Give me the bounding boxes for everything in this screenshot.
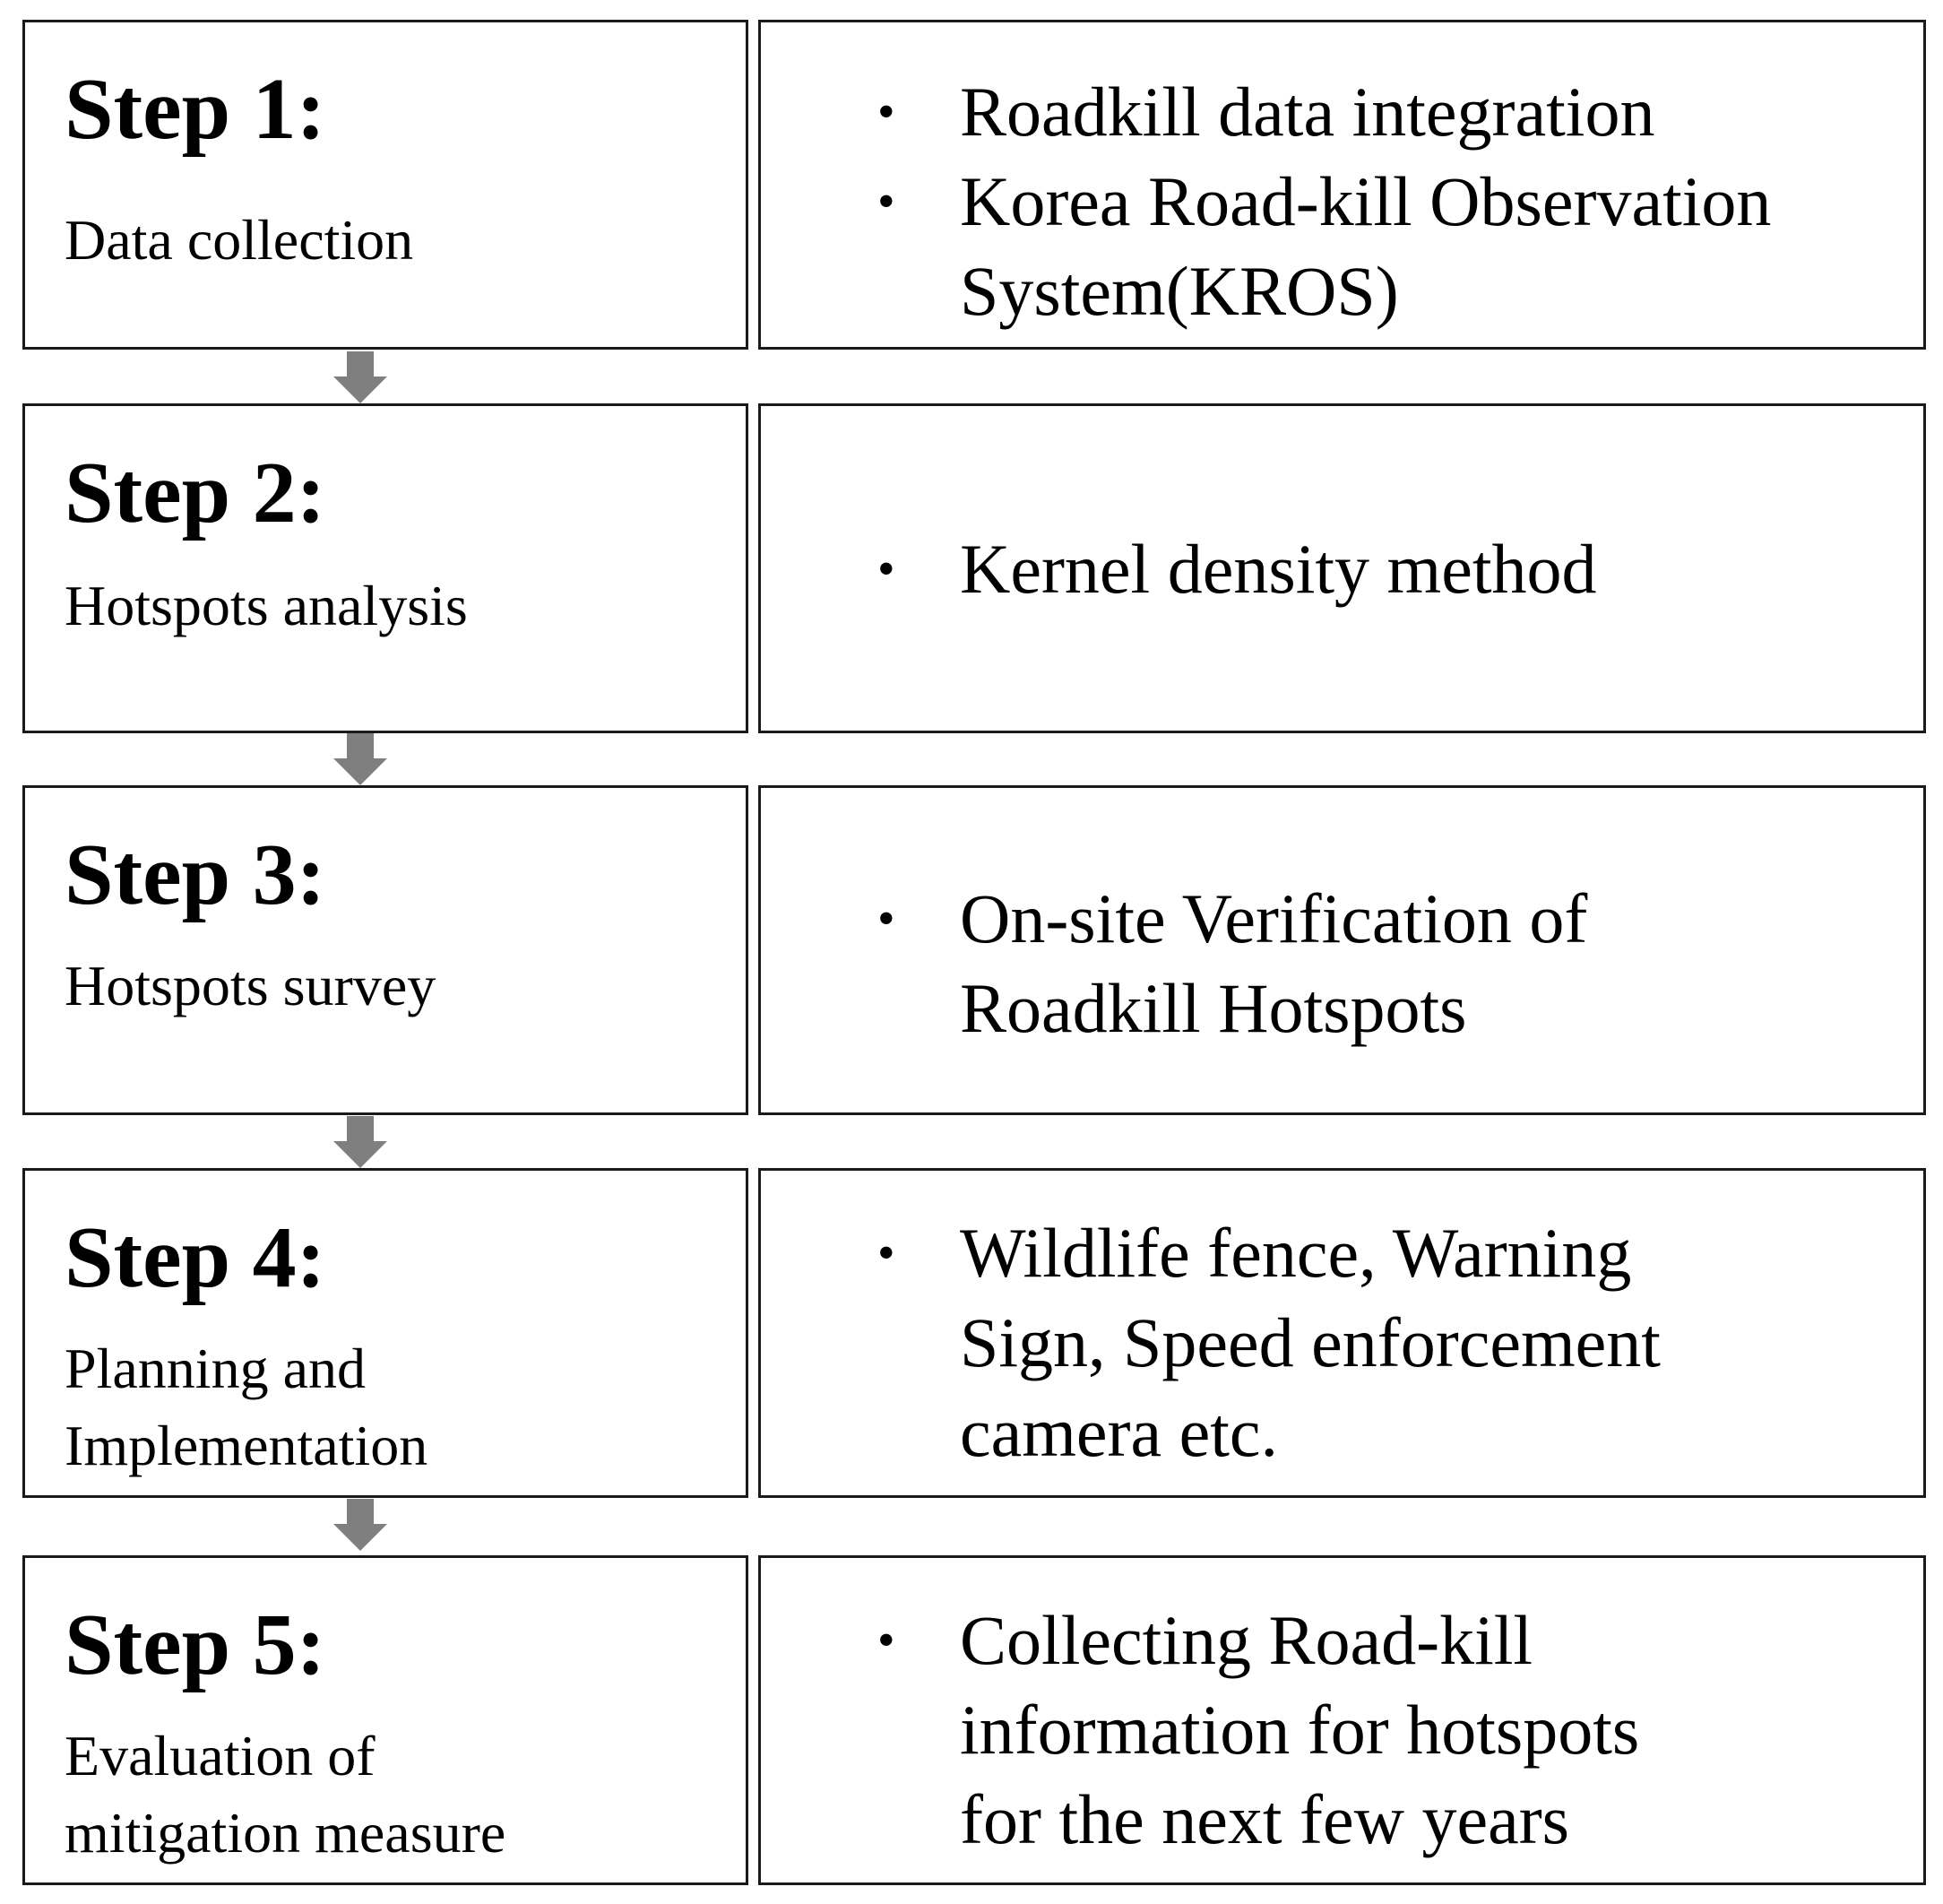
step-4-detail-item xyxy=(761,1208,1923,1298)
step-2-detail-text: Kernel density method xyxy=(960,530,1597,608)
step-2-details-list xyxy=(761,524,1923,614)
step-3-description: Hotspots survey xyxy=(65,954,436,1017)
step-1-detail-text: Roadkill data integration xyxy=(960,73,1655,151)
step-2-description: Hotspots analysis xyxy=(65,574,468,637)
step-2-label-box xyxy=(22,403,748,733)
bullet-icon: • xyxy=(877,1613,895,1668)
step-3-detail-text: Roadkill Hotspots xyxy=(960,969,1467,1047)
step-3-details-box xyxy=(758,785,1926,1115)
step-5-detail-text: for the next few years xyxy=(960,1780,1570,1858)
step-5-detail-text: information for hotspots xyxy=(960,1691,1640,1769)
step-5-detail-continuation xyxy=(761,1685,1923,1775)
step-3-detail-continuation xyxy=(761,964,1923,1053)
arrow-shaft xyxy=(347,351,374,376)
step-5-details-list xyxy=(761,1596,1923,1865)
step-1-label-box xyxy=(22,20,748,350)
step-1-details-list xyxy=(761,67,1923,336)
step-4-detail-text: Sign, Speed enforcement xyxy=(960,1303,1661,1381)
step-4-detail-continuation xyxy=(761,1298,1923,1388)
step-3-detail-text: On-site Verification of xyxy=(960,879,1588,957)
step-5-description-line-2: mitigation measure xyxy=(65,1801,506,1865)
arrow-head xyxy=(333,758,387,785)
step-5-details-box xyxy=(758,1555,1926,1885)
step-1-detail-item xyxy=(761,67,1923,157)
step-1-detail-text: Korea Road-kill Observation xyxy=(960,162,1772,240)
step-5-detail-item xyxy=(761,1596,1923,1685)
step-4-details-list xyxy=(761,1208,1923,1477)
step-3-title: Step 3: xyxy=(65,827,326,923)
bullet-icon: • xyxy=(877,541,895,597)
step-4-detail-continuation xyxy=(761,1388,1923,1477)
step-4-detail-text: camera etc. xyxy=(960,1393,1279,1471)
step-2-details-box xyxy=(758,403,1926,733)
step-3-details-list xyxy=(761,874,1923,1053)
step-1-detail-item xyxy=(761,157,1923,247)
step-2-detail-item xyxy=(761,524,1923,614)
down-arrow-icon xyxy=(333,1116,387,1168)
step-5-detail-continuation xyxy=(761,1775,1923,1865)
step-2-title: Step 2: xyxy=(65,445,326,541)
step-5-label-box xyxy=(22,1555,748,1885)
down-arrow-icon xyxy=(333,351,387,403)
bullet-icon: • xyxy=(877,891,895,947)
arrow-shaft xyxy=(347,1116,374,1141)
bullet-icon: • xyxy=(877,1225,895,1281)
step-1-details-box xyxy=(758,20,1926,350)
step-1-title: Step 1: xyxy=(65,61,326,158)
step-3-detail-item xyxy=(761,874,1923,964)
step-1-detail-continuation xyxy=(761,247,1923,336)
step-4-title: Step 4: xyxy=(65,1209,326,1306)
step-1-detail-text: System(KROS) xyxy=(960,252,1399,330)
arrow-shaft xyxy=(347,733,374,758)
arrow-head xyxy=(333,1141,387,1168)
bullet-icon: • xyxy=(877,174,895,229)
step-5-detail-text: Collecting Road-kill xyxy=(960,1601,1533,1679)
step-4-label-box xyxy=(22,1168,748,1498)
step-4-description-line-1: Planning and xyxy=(65,1337,366,1400)
step-5-description-line-1: Evaluation of xyxy=(65,1724,376,1787)
arrow-shaft xyxy=(347,1499,374,1524)
step-4-description-line-2: Implementation xyxy=(65,1414,428,1477)
arrow-head xyxy=(333,376,387,403)
bullet-icon: • xyxy=(877,84,895,140)
down-arrow-icon xyxy=(333,1499,387,1551)
step-3-label-box xyxy=(22,785,748,1115)
step-1-description: Data collection xyxy=(65,208,414,272)
step-4-detail-text: Wildlife fence, Warning xyxy=(960,1214,1632,1292)
arrow-head xyxy=(333,1524,387,1551)
step-4-details-box xyxy=(758,1168,1926,1498)
step-5-title: Step 5: xyxy=(65,1597,326,1693)
down-arrow-icon xyxy=(333,733,387,785)
